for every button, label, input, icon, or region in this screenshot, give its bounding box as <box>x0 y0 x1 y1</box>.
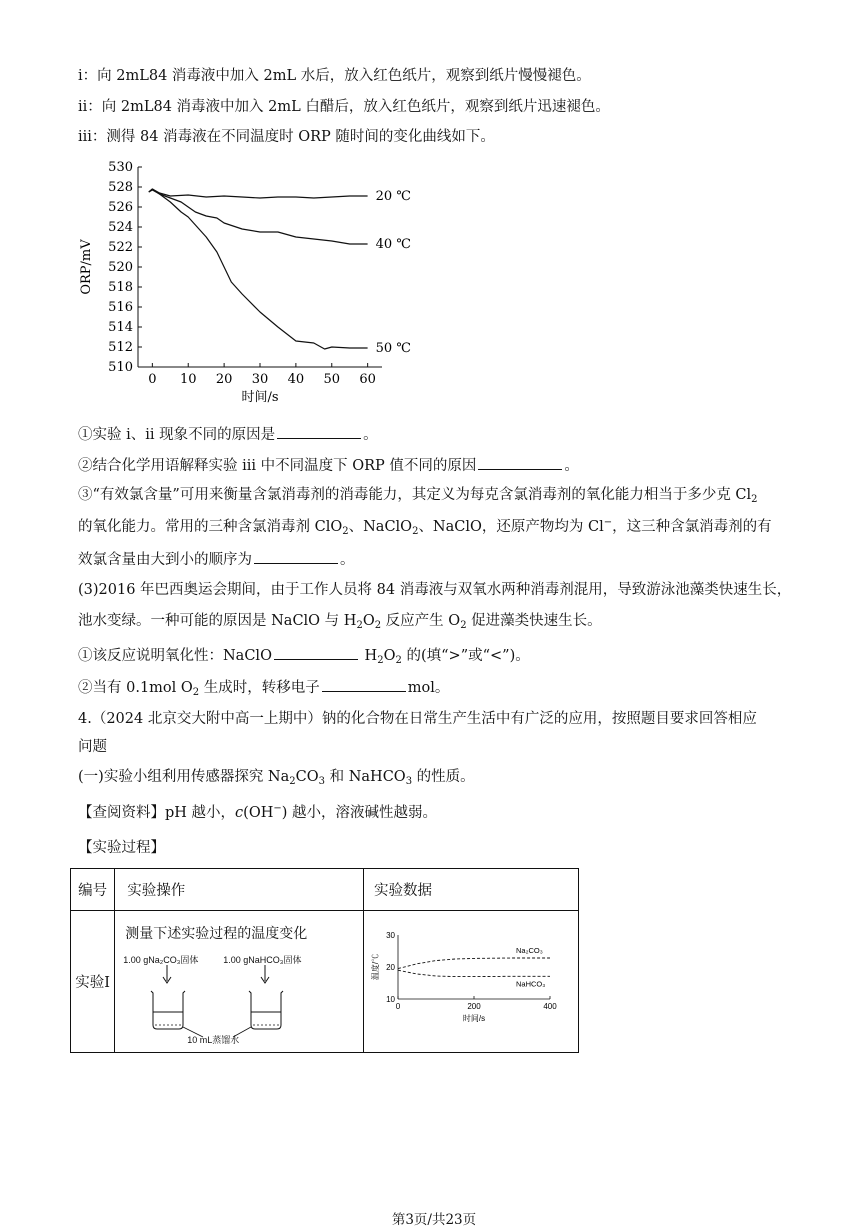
answer-blank-1[interactable] <box>277 424 361 439</box>
experiment-process: 【实验过程】 <box>78 840 165 856</box>
mini-x-tick-label: 0 <box>395 1002 401 1011</box>
series-line <box>149 190 368 349</box>
y-tick-label: 526 <box>108 200 133 215</box>
orp-chart <box>70 155 430 417</box>
x-axis-label: 时间/s <box>241 390 279 405</box>
arrow-a-icon <box>163 965 171 983</box>
y-tick-label: 512 <box>108 340 133 355</box>
mini-y-tick-label: 20 <box>386 963 395 972</box>
y-axis-label: ORP/mV <box>79 239 94 295</box>
question-3-line3: 效氯含量由大到小的顺序为 。 <box>78 549 355 570</box>
x-tick-label: 30 <box>251 372 269 387</box>
x-tick-label: 60 <box>359 372 376 387</box>
answer-blank-5[interactable] <box>322 677 406 692</box>
line-ii: ii：向 2mL84 消毒液中加入 2mL 白醋后，放入红色纸片，观察到纸片迅速褪色。 <box>78 99 610 115</box>
experiment-table <box>70 868 579 1053</box>
series-label: 50 ℃ <box>375 341 411 356</box>
beaker-b-icon <box>249 991 283 1029</box>
operation-title: 测量下述实验过程的温度变化 <box>125 926 308 942</box>
x-tick-label: 20 <box>215 372 233 387</box>
y-tick-label: 528 <box>108 180 133 195</box>
reference-info: 【查阅资料】pH 越小，c(OH−) 越小，溶液碱性越弱。 <box>78 803 438 821</box>
header-id: 编号 <box>71 869 115 911</box>
x-tick-label: 0 <box>148 372 157 387</box>
series-label: 40 ℃ <box>375 237 411 252</box>
question-4-part1: (一)实验小组利用传感器探究 $Na_2CO_3$ 和 NaHCO$_3$ 的性质。 <box>78 769 475 787</box>
part-3-line1: (3)2016 年巴西奥运会期间，由于工作人员将 84 消毒液与双氧水两种消毒剂混用，导致游泳池藻类快速生长， <box>78 582 792 598</box>
y-tick-label: 514 <box>108 320 133 335</box>
table-header-row <box>71 869 579 911</box>
answer-blank-4[interactable] <box>274 645 358 660</box>
row-label: 实验I <box>71 911 115 1053</box>
mini-x-tick-label: 200 <box>467 1002 481 1011</box>
x-tick-label: 50 <box>323 372 341 387</box>
solid-b-label: 1.00 gNaHCO₃固体 <box>223 955 302 965</box>
series-label: 20 ℃ <box>375 189 411 204</box>
y-tick-label: 522 <box>108 240 133 255</box>
question-1: ①实验 i、ii 现象不同的原因是 。 <box>78 424 378 445</box>
data-cell <box>364 911 579 1053</box>
question-2: ②结合化学用语解释实验 iii 中不同温度下 ORP 值不同的原因 。 <box>78 455 579 476</box>
orp-chart-svg <box>70 155 430 417</box>
question-4-line2: 问题 <box>78 739 107 755</box>
mini-x-tick-label: 400 <box>543 1002 557 1011</box>
line-iii: iii：测得 84 消毒液在不同温度时 ORP 随时间的变化曲线如下。 <box>78 129 495 145</box>
y-tick-label: 524 <box>108 220 133 235</box>
part-3-q2: ②当有 0.1mol $O_2$ 生成时，转移电子 mol。 <box>78 677 449 698</box>
mini-y-tick-label: 30 <box>386 931 395 940</box>
answer-blank-2[interactable] <box>478 455 562 470</box>
answer-blank-3[interactable] <box>254 549 338 564</box>
y-tick-label: 530 <box>108 160 133 175</box>
question-3-line2: 的氧化能力。常用的三种含氯消毒剂 ClO$_2$、NaClO$_2$、NaClO，还原产物均为 Cl−，这三种含氯消毒剂的有 <box>78 517 772 537</box>
solid-a-label: 1.00 gNa₂CO₃固体 <box>123 955 199 965</box>
x-tick-label: 40 <box>287 372 305 387</box>
part-3-line2: 池水变绿。一种可能的原因是 NaClO 与 $H_2O_2$ 反应产生 $O_2$ 促进藻类快速生长。 <box>78 613 602 631</box>
series-line <box>149 189 368 198</box>
arrow-b-icon <box>261 965 269 983</box>
beaker-a-icon <box>151 991 185 1029</box>
part-3-q1: ①该反应说明氧化性：NaClO $H_2O_2$ 的(填“>”或“<”)。 <box>78 645 530 666</box>
header-data: 实验数据 <box>364 869 579 911</box>
table-row <box>71 911 579 1053</box>
mini-y-tick-label: 10 <box>386 995 395 1004</box>
y-tick-label: 510 <box>108 360 133 375</box>
operation-cell <box>115 911 364 1053</box>
mini-series-line <box>398 958 550 969</box>
water-label: 10 mL蒸馏水 <box>187 1035 240 1045</box>
page-footer: 第3页/共23页 <box>391 1212 477 1228</box>
header-operation: 实验操作 <box>115 869 364 911</box>
line-i: i：向 2mL84 消毒液中加入 2mL 水后，放入红色纸片，观察到纸片慢慢褪色。 <box>78 68 591 84</box>
mini-series-line <box>398 970 550 976</box>
x-tick-label: 10 <box>179 372 197 387</box>
mini-series-label: Na₂CO₃ <box>516 946 543 956</box>
question-3-line1: ③“有效氯含量”可用来衡量含氯消毒剂的消毒能力，其定义为每克含氯消毒剂的氧化能力相当于多少克 $Cl_2$ <box>78 487 758 505</box>
y-tick-label: 520 <box>108 260 133 275</box>
y-tick-label: 516 <box>108 300 133 315</box>
temperature-chart <box>364 911 578 1048</box>
y-tick-label: 518 <box>108 280 133 295</box>
mini-y-axis-label: 温度/℃ <box>371 953 380 981</box>
mini-x-axis-label: 时间/s <box>462 1014 486 1023</box>
question-4-line1: 4.（2024 北京交大附中高一上期中）钠的化合物在日常生产生活中有广泛的应用，按照题目要求回答相应 <box>78 711 757 727</box>
mini-series-label: NaHCO₃ <box>516 979 546 989</box>
